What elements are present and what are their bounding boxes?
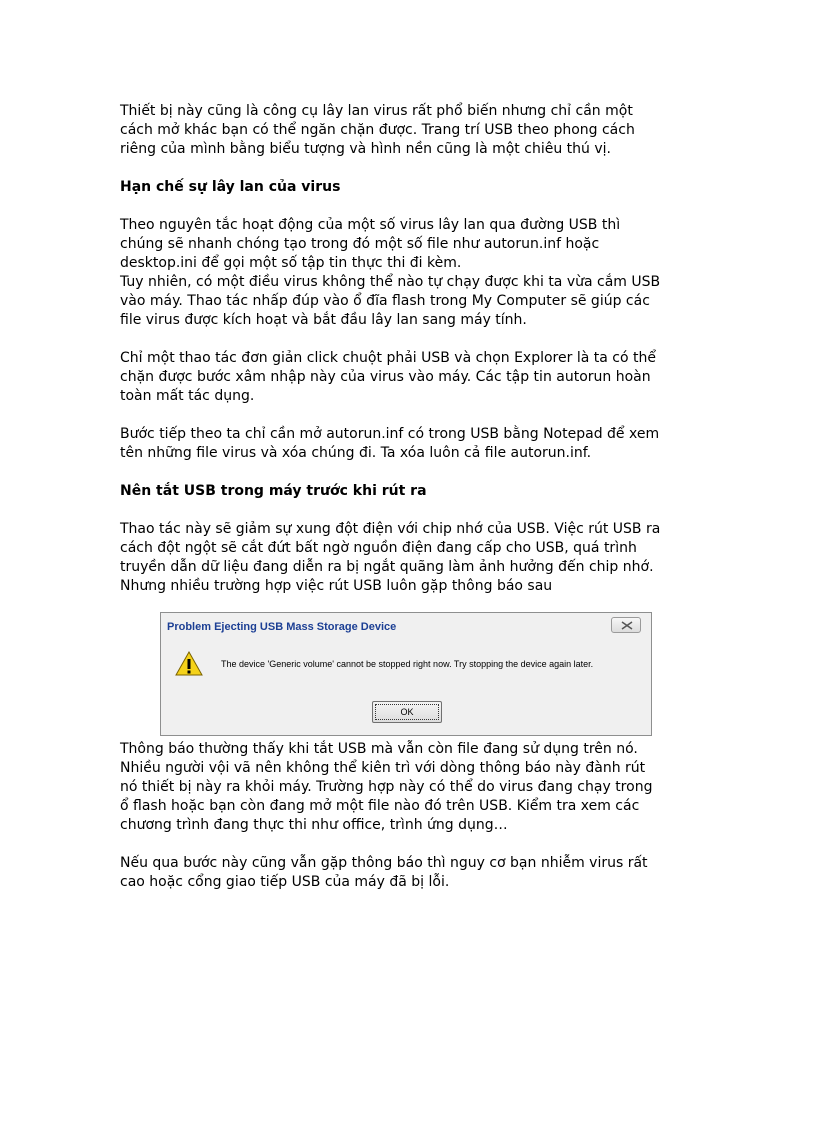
close-icon: [621, 621, 633, 630]
text-line: toàn mất tác dụng.: [120, 388, 255, 404]
text-line: vào máy. Thao tác nhấp đúp vào ổ đĩa flash trong My Computer sẽ giúp các: [120, 293, 650, 309]
text-line: file virus được kích hoạt và bắt đầu lây lan sang máy tính.: [120, 312, 527, 328]
text-line: Thông báo thường thấy khi tắt USB mà vẫn còn file đang sử dụng trên nó.: [120, 741, 638, 757]
dialog-title: Problem Ejecting USB Mass Storage Device: [167, 621, 397, 633]
text-line: nó thiết bị này ra khỏi máy. Trường hợp này có thể do virus đang chạy trong: [120, 779, 653, 795]
text-line: Chỉ một thao tác đơn giản click chuột phải USB và chọn Explorer là ta có thể: [120, 350, 656, 366]
dialog-body: [161, 637, 651, 735]
text-line: truyền dẫn dữ liệu đang diễn ra bị ngắt quãng làm ảnh hưởng đến chip nhớ.: [120, 559, 654, 575]
paragraph-notepad: [120, 425, 710, 463]
text-line: Tuy nhiên, có một điều virus không thể nào tự chạy được khi ta vừa cắm USB: [120, 274, 661, 290]
paragraph-eject: [120, 520, 710, 596]
text-line: Bước tiếp theo ta chỉ cần mở autorun.inf có trong USB bằng Notepad để xem: [120, 426, 660, 442]
text-line: tên những file virus và xóa chúng đi. Ta xóa luôn cả file autorun.inf.: [120, 445, 592, 461]
text-line: chúng sẽ nhanh chóng tạo trong đó một số file như autorun.inf hoặc: [120, 236, 600, 252]
close-button[interactable]: [611, 617, 641, 633]
text-line: Theo nguyên tắc hoạt động của một số virus lây lan qua đường USB thì: [120, 217, 621, 233]
dialog-message: The device 'Generic volume' cannot be stopped right now. Try stopping the device again later.: [221, 659, 594, 669]
text-line: chương trình đang thực thi như office, trình ứng dụng…: [120, 817, 508, 833]
warning-icon: [175, 651, 203, 677]
text-line: cách mở khác bạn có thể ngăn chặn được. Trang trí USB theo phong cách: [120, 122, 635, 138]
ok-button[interactable]: OK: [372, 701, 442, 723]
paragraph-conclusion: [120, 854, 720, 892]
document-body-continued: [120, 740, 720, 892]
paragraph-explorer: [120, 349, 710, 406]
text-line: Nhiều người vội vã nên không thể kiên trì với dòng thông báo này đành rút: [120, 760, 646, 776]
text-line: Nếu qua bước này cũng vẫn gặp thông báo thì nguy cơ bạn nhiễm virus rất: [120, 855, 648, 871]
text-line: desktop.ini để gọi một số tập tin thực thi đi kèm.: [120, 255, 462, 271]
text-line: Thao tác này sẽ giảm sự xung đột điện với chip nhớ của USB. Việc rút USB ra: [120, 521, 661, 537]
paragraph-notice: [120, 740, 720, 835]
section-heading-virus: Hạn chế sự lây lan của virus: [120, 179, 341, 195]
text-line: Thiết bị này cũng là công cụ lây lan virus rất phổ biến nhưng chỉ cần một: [120, 103, 633, 119]
section-heading-eject: Nên tắt USB trong máy trước khi rút ra: [120, 483, 427, 499]
text-line: riêng của mình bằng biểu tượng và hình nền cũng là một chiêu thú vị.: [120, 141, 611, 157]
document-body: [120, 102, 710, 596]
text-line: ổ flash hoặc bạn còn đang mở một file nào đó trên USB. Kiểm tra xem các: [120, 798, 640, 814]
text-line: Nhưng nhiều trường hợp việc rút USB luôn gặp thông báo sau: [120, 578, 553, 594]
eject-error-dialog: [160, 612, 652, 736]
text-line: chặn được bước xâm nhập này của virus vào máy. Các tập tin autorun hoàn: [120, 369, 651, 385]
paragraph-intro: [120, 102, 710, 159]
text-line: cao hoặc cổng giao tiếp USB của máy đã bị lỗi.: [120, 874, 450, 890]
text-line: cách đột ngột sẽ cắt đứt bất ngờ nguồn điện đang cấp cho USB, quá trình: [120, 540, 637, 556]
paragraph-autorun: [120, 216, 710, 330]
